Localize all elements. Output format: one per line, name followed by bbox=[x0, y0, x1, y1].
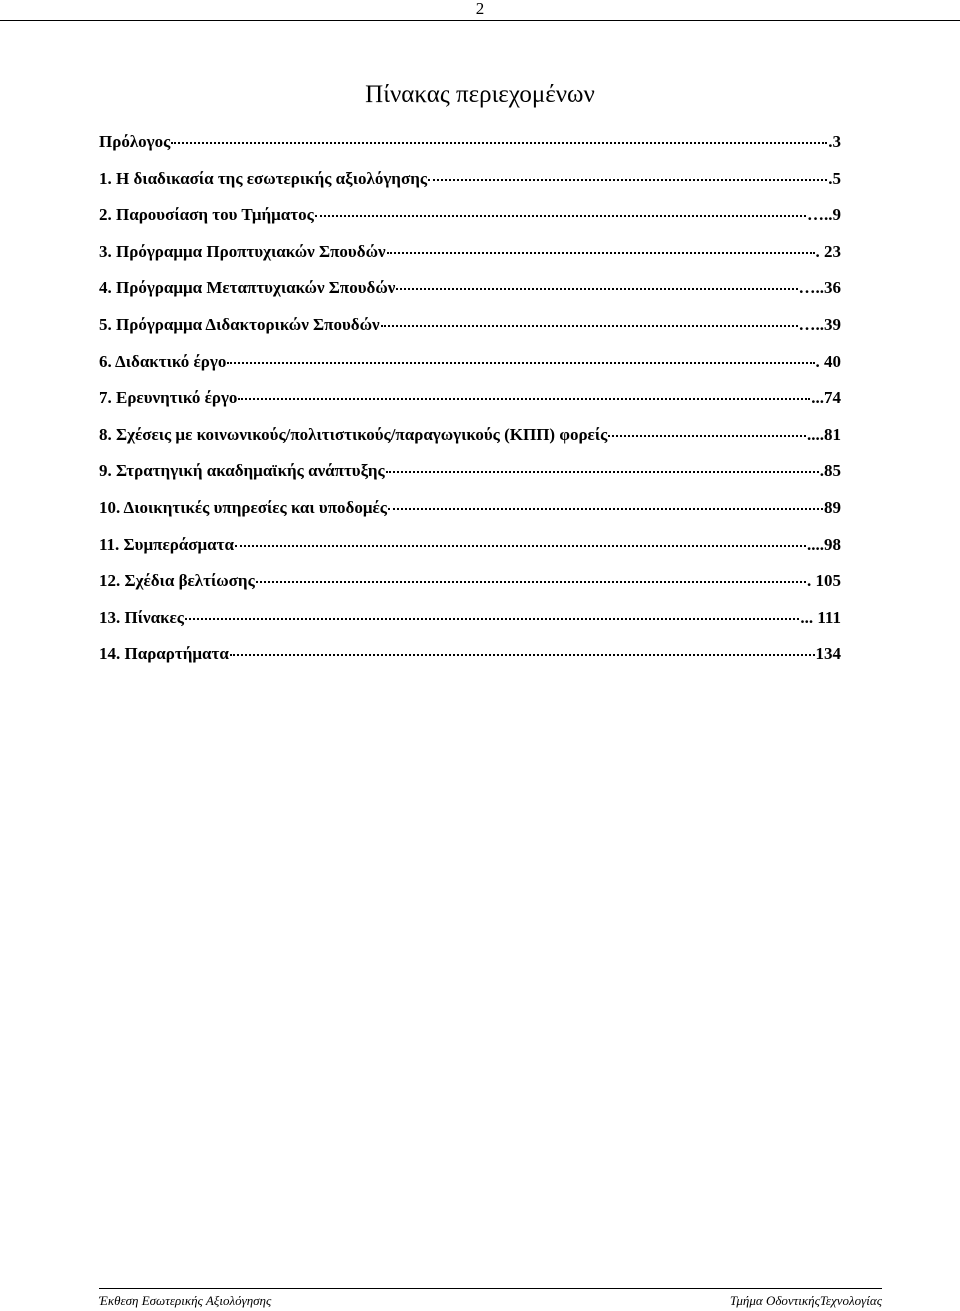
dot-leader bbox=[238, 398, 810, 400]
toc-entry-page: . 23 bbox=[815, 241, 841, 261]
toc-entry-title: 12. Σχέδια βελτίωσης bbox=[99, 571, 255, 591]
dot-leader bbox=[387, 252, 815, 254]
dot-leader bbox=[256, 581, 806, 583]
toc-entry-4[interactable] bbox=[99, 275, 841, 312]
toc-entry-3[interactable] bbox=[99, 239, 841, 276]
toc-entry-page: ....81 bbox=[807, 424, 841, 444]
toc-entry-title: 7. Ερευνητικό έργο bbox=[99, 388, 238, 408]
dot-leader bbox=[171, 142, 827, 144]
dot-leader bbox=[227, 362, 814, 364]
toc-entry-title: 13. Πίνακες bbox=[99, 607, 184, 627]
toc-entry-prologue[interactable] bbox=[99, 129, 841, 166]
toc-entry-page: 134 bbox=[815, 644, 841, 664]
dot-leader bbox=[388, 508, 823, 510]
toc-entry-2[interactable] bbox=[99, 202, 841, 239]
toc-entry-title: 5. Πρόγραμμα Διδακτορικών Σπουδών bbox=[99, 314, 380, 334]
toc-entry-title: 11. Συμπεράσματα bbox=[99, 534, 234, 554]
dot-leader bbox=[235, 545, 806, 547]
dot-leader bbox=[396, 288, 797, 290]
toc-entry-title: 3. Πρόγραμμα Προπτυχιακών Σπουδών bbox=[99, 241, 386, 261]
toc-entry-page: …..9 bbox=[807, 205, 841, 225]
toc-entry-title: 1. Η διαδικασία της εσωτερικής αξιολόγησης bbox=[99, 168, 428, 188]
toc-entry-page: 89 bbox=[824, 497, 841, 517]
dot-leader bbox=[428, 179, 827, 181]
toc-entry-page: .85 bbox=[819, 461, 841, 481]
toc-entry-11[interactable] bbox=[99, 532, 841, 569]
toc-entry-page: …..36 bbox=[798, 278, 841, 298]
toc-entry-1[interactable] bbox=[99, 166, 841, 203]
toc-entry-page: ...74 bbox=[811, 388, 841, 408]
toc-entry-page: …..39 bbox=[798, 314, 841, 334]
dot-leader bbox=[381, 325, 798, 327]
header-rule bbox=[0, 20, 960, 21]
toc-entry-13[interactable] bbox=[99, 605, 841, 642]
footer-rule bbox=[99, 1288, 882, 1289]
toc-entry-title: 8. Σχέσεις με κοινωνικούς/πολιτιστικούς/παραγωγικούς (ΚΠΠ) φορείς bbox=[99, 424, 608, 444]
toc-entry-page: . 105 bbox=[807, 571, 841, 591]
footer-right-text: Τμήμα ΟδοντικήςΤεχνολογίας bbox=[729, 1293, 882, 1308]
footer-left-text: Έκθεση Εσωτερικής Αξιολόγησης bbox=[99, 1293, 272, 1308]
toc-entry-10[interactable] bbox=[99, 495, 841, 532]
toc-entry-title: 4. Πρόγραμμα Μεταπτυχιακών Σπουδών bbox=[99, 278, 396, 298]
toc-entry-page: . 40 bbox=[815, 351, 841, 371]
toc-entry-page: ... 111 bbox=[800, 607, 841, 627]
toc-entry-title: 2. Παρουσίαση του Τμήματος bbox=[99, 205, 314, 225]
toc-entry-page: ....98 bbox=[807, 534, 841, 554]
toc-entry-page: .5 bbox=[828, 168, 841, 188]
toc-entry-page: .3 bbox=[828, 132, 841, 151]
toc-title: Πίνακας περιεχομένων bbox=[365, 80, 595, 108]
toc-entry-9[interactable] bbox=[99, 458, 841, 495]
toc-entry-6[interactable] bbox=[99, 349, 841, 386]
toc-entry-12[interactable] bbox=[99, 568, 841, 605]
toc-entry-title: 6. Διδακτικό έργο bbox=[99, 351, 227, 371]
dot-leader bbox=[230, 654, 815, 656]
toc-entry-title: 10. Διοικητικές υπηρεσίες και υποδομές bbox=[99, 497, 387, 517]
toc-entry-5[interactable] bbox=[99, 312, 841, 349]
toc-entry-title: Πρόλογος bbox=[99, 132, 171, 151]
dot-leader bbox=[185, 618, 799, 620]
dot-leader bbox=[608, 435, 806, 437]
toc-entry-8[interactable] bbox=[99, 422, 841, 459]
page-number: 2 bbox=[475, 0, 485, 18]
toc-entry-title: 14. Παραρτήματα bbox=[99, 644, 229, 664]
table-of-contents bbox=[99, 129, 841, 678]
toc-entry-14[interactable] bbox=[99, 641, 841, 678]
dot-leader bbox=[386, 471, 819, 473]
toc-entry-title: 9. Στρατηγική ακαδημαϊκής ανάπτυξης bbox=[99, 461, 385, 481]
toc-entry-7[interactable] bbox=[99, 385, 841, 422]
dot-leader bbox=[315, 215, 806, 217]
